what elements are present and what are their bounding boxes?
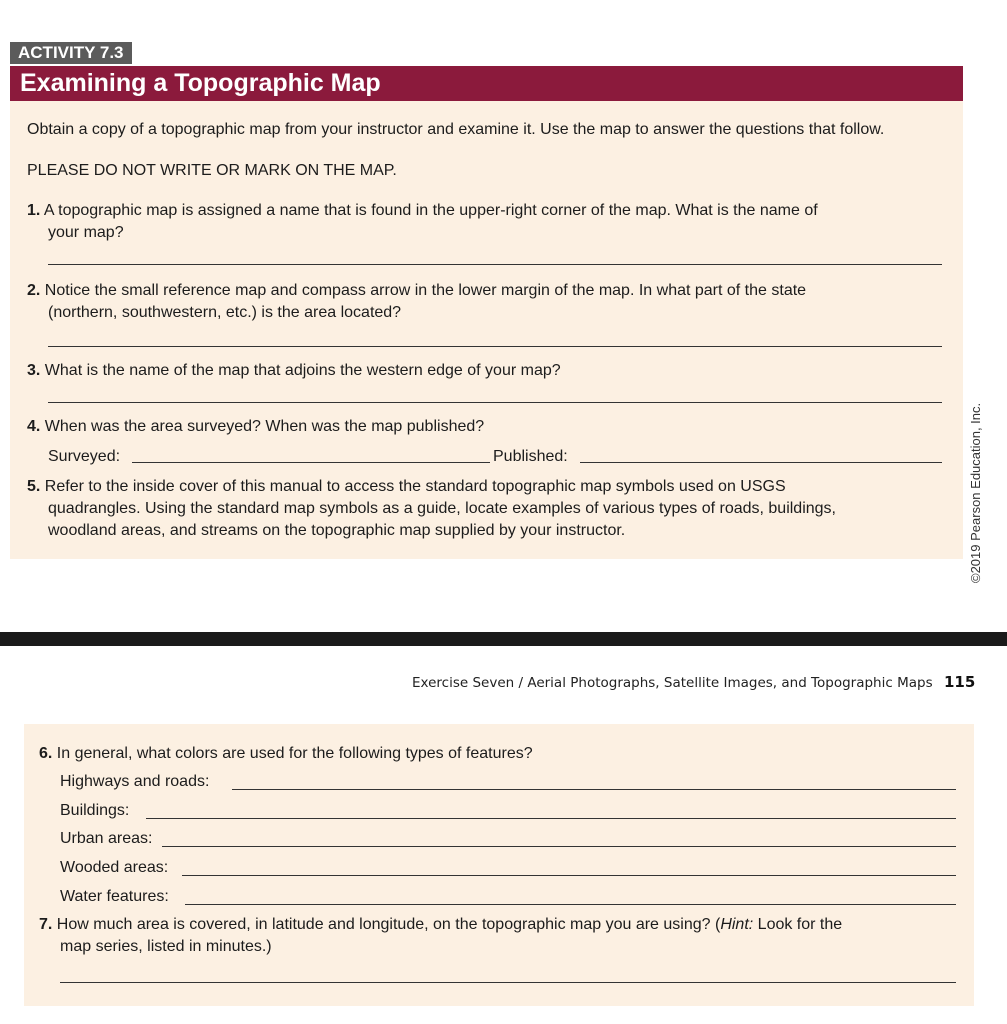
copyright-notice: ©2019 Pearson Education, Inc.: [968, 402, 983, 583]
question-number: 1.: [27, 202, 41, 219]
question-number: 6.: [39, 745, 53, 762]
activity-label: ACTIVITY 7.3: [10, 42, 132, 64]
answer-line-3[interactable]: [48, 402, 942, 403]
question-5: [27, 476, 786, 497]
feature-wooded: Wooded areas:: [60, 859, 169, 876]
question-text: A topographic map is assigned a name that is found in the upper-right corner of the map. What is the name of: [43, 202, 818, 219]
question-6: [39, 743, 533, 764]
question-5-continued: woodland areas, and streams on the topographic map supplied by your instructor.: [48, 522, 626, 539]
answer-line-2[interactable]: [48, 346, 942, 347]
question-7-continued: map series, listed in minutes.): [60, 938, 272, 955]
question-text: When was the area surveyed? When was the map published?: [44, 418, 485, 435]
warning-text: PLEASE DO NOT WRITE OR MARK ON THE MAP.: [27, 162, 397, 179]
question-number: 3.: [27, 362, 41, 379]
feature-highways: Highways and roads:: [60, 773, 210, 790]
question-1-continued: your map?: [48, 224, 124, 241]
question-text: How much area is covered, in latitude and longitude, on the topographic map you are using? (: [56, 916, 721, 933]
running-head: Exercise Seven / Aerial Photographs, Satellite Images, and Topographic Maps: [412, 675, 933, 691]
activity-title: Examining a Topographic Map: [10, 66, 963, 101]
question-text: In general, what colors are used for the following types of features?: [56, 745, 533, 762]
answer-line-urban[interactable]: [162, 846, 956, 847]
answer-line-highways[interactable]: [232, 789, 956, 790]
question-7: [39, 914, 842, 935]
question-text: Look for the: [753, 916, 843, 933]
question-5-continued: quadrangles. Using the standard map symbols as a guide, locate examples of various types of roads, buildings,: [48, 500, 836, 517]
hint-label: Hint:: [720, 916, 754, 933]
question-text: What is the name of the map that adjoins the western edge of your map?: [44, 362, 561, 379]
activity-content-box: [10, 101, 963, 559]
answer-line-wooded[interactable]: [182, 875, 956, 876]
question-2: [27, 280, 806, 301]
answer-line-water[interactable]: [185, 904, 956, 905]
published-label: Published:: [493, 448, 568, 465]
question-4: [27, 416, 484, 437]
page-number: 115: [944, 673, 976, 691]
question-text: Refer to the inside cover of this manual to access the standard topographic map symbols used on USGS: [44, 478, 786, 495]
activity-content-box-continued: [24, 724, 974, 1006]
question-number: 5.: [27, 478, 41, 495]
published-answer-line[interactable]: [580, 462, 942, 463]
question-3: [27, 360, 561, 381]
surveyed-answer-line[interactable]: [132, 462, 490, 463]
feature-buildings: Buildings:: [60, 802, 130, 819]
question-number: 7.: [39, 916, 53, 933]
question-2-continued: (northern, southwestern, etc.) is the area located?: [48, 304, 402, 321]
page-divider: [0, 632, 1007, 646]
question-number: 4.: [27, 418, 41, 435]
answer-line-buildings[interactable]: [146, 818, 956, 819]
feature-water: Water features:: [60, 888, 169, 905]
question-1: [27, 200, 818, 221]
answer-line-7[interactable]: [60, 982, 956, 983]
feature-urban: Urban areas:: [60, 830, 153, 847]
answer-line-1[interactable]: [48, 264, 942, 265]
question-number: 2.: [27, 282, 41, 299]
question-text: Notice the small reference map and compass arrow in the lower margin of the map. In what part of the state: [44, 282, 807, 299]
intro-text: Obtain a copy of a topographic map from your instructor and examine it. Use the map to answer the questions that follow.: [27, 121, 885, 138]
surveyed-label: Surveyed:: [48, 448, 121, 465]
